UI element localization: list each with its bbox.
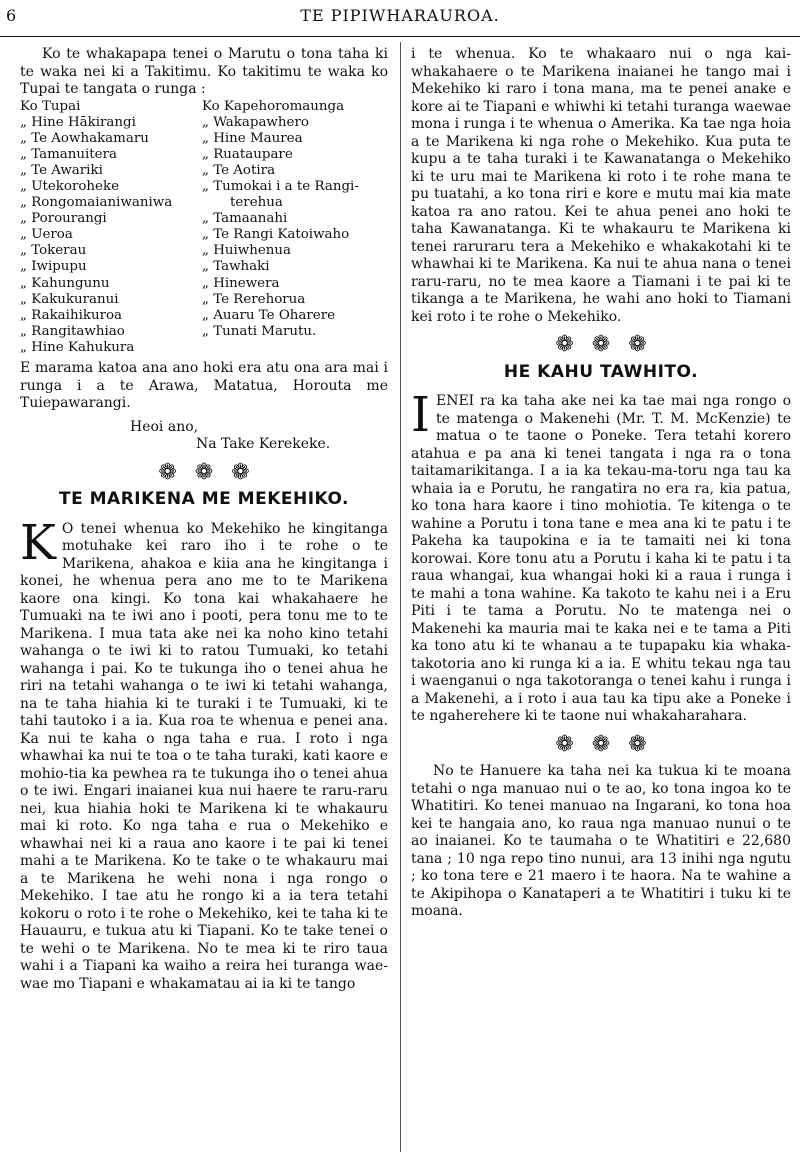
list-item: „ Utekoroheke	[20, 178, 120, 194]
signoff-greeting: Heoi ano,	[130, 418, 199, 435]
list-item: „ Hinewera	[202, 275, 280, 291]
genealogy-closing: E marama katoa ana ano hoki era atu ona ara mai i runga i a te Arawa, Matatua, Horouta me Tuiepawarangi.	[20, 360, 388, 411]
article-title: TE MARIKENA ME MEKEHIKO.	[59, 489, 349, 509]
list-item: „ Kakukuranui	[20, 291, 119, 307]
flower-icon: ❁	[231, 459, 250, 485]
spacer	[20, 509, 388, 521]
page-header	[0, 0, 800, 40]
genealogy-lists	[20, 99, 388, 357]
article-body	[411, 387, 791, 726]
list-item: „ Te Rerehorua	[202, 291, 306, 307]
drop-cap: K	[20, 514, 56, 571]
list-item: „ Wakapawhero	[202, 114, 309, 130]
column-divider	[400, 42, 401, 1152]
list-item: „ Porourangi	[20, 211, 107, 227]
list-item: „ Hine Kahukura	[20, 339, 135, 355]
list-item: „ Rangitawhiao	[20, 323, 125, 339]
flower-icon: ❁	[591, 332, 611, 357]
list-item: „ Kahungunu	[20, 275, 110, 291]
list-item: „ Ueroa	[20, 227, 73, 243]
list-item: terehua	[230, 195, 283, 211]
list-item: „ Tumokai i a te Rangi-	[202, 178, 359, 194]
genealogy-intro: Ko te whakapapa tenei o Marutu o tona taha ki te waka nei ki a Takitimu. Ko takitimu te waka ko Tupai te tangata o runga :	[20, 46, 388, 97]
right-column	[411, 46, 791, 921]
article-text: O tenei whenua ko Mekehiko he kingitanga motuhake kei raro iho i te rohe o te Marikena, ahakoa e kiia ana he kingitanga i konei, he whenua pera ano me to te Marikena kaore ona kingi. Ko tona kai whakahaere he Tumuaki na te iwi ano i pooti, pera tonu me to te Marikena. I mua tata ake nei ka noho kino tetahi wahanga o te iwi ki to ratou Tumuaki, ko tetahi wahanga i pai. Ko te tukunga iho o tenei ahua he riri na tetahi wahanga o te iwi ki tetahi wahanga, na te taha hiahia ki te turaki i te Tumuaki, ki te tahi tautoko i a ia. Kua roa te whenua e penei ana. Ka nui te kaha o nga taha e rua. I roto i nga whawhai ka nui te toa o te taha turaki, kati kaore e mohio-tia ka pewhea ra te tukunga iho o tenei ahua o te iwi. Engari inaianei kua nui haere te raru-raru nei, kua hiahia hoki te Marikena ki te whakauru mai ki roto. Ko nga taha e rua o Mekehiko e whawhai nei ki a raua ano kaore i te pai ki tenei mahi a te Marikena. Ko te take o te whakauru mai a te Marikena he wehi nona i nga rongo o Mekehiko. I tae atu he rongo ki a ia tera tetahi kokoru o roto i te rohe o Mekehiko, kei te taha ki te Hauauru, e tukua atu ki Tiapani. Ko te take tenei o te wehi o te Marikena. No te mea ki te riro taua wahi i a Tiapani ka waiho a reira hei turanga wae-wae mo Tiapani e whakamatau ai ia ki te tango	[20, 520, 388, 992]
list-item: „ Rakaihikuroa	[20, 307, 123, 323]
flower-icon: ❁	[194, 459, 214, 485]
list-item: „ Hine Hākirangi	[20, 114, 136, 130]
drop-cap: I	[411, 387, 430, 443]
list-item: „ Huiwhenua	[202, 243, 292, 259]
list-item: „ Tunati Marutu.	[202, 323, 317, 339]
flower-icon: ❁	[158, 459, 177, 485]
list-item: „ Hine Maurea	[202, 130, 303, 146]
list-item: „ Ruataupare	[202, 146, 293, 162]
list-item: „ Tawhaki	[202, 259, 270, 275]
flower-icon: ❁	[555, 332, 574, 357]
flower-icon: ❁	[591, 731, 611, 757]
list-item: „ Te Rangi Katoiwaho	[202, 227, 350, 243]
article-text: ENEI ra ka taha ake nei ka tae mai nga rongo o te matenga o Makenehi (Mr. T. M. McKenzie) te matua o te taone o Poneke. Tera tetahi korero atahua e pa ana ki tenei tangata i nga ra o tona taitamarikitanga. I a ia ka tekau-ma-toru nga tau ka whaia ia e Porutu, he rangatira no era ra, kia patua, ko tona hara kaore i tino mohiotia. Te kitenga o te wahine a Porutu i tona tane e mea ana ki te patu i te Pakeha ka taupokina e ia te tamaiti nei ki tona korowai. Kore tonu atu a Porutu i kaha ki te patu i ta raua whangai, kua whangai hoki ki a raua i runga i te mahi a tona wahine. Ka takoto te kahu nei i a Eru Piti i te tama a Porutu. No te matenga nei o Makenehi ka mauria mai te kaka nei e te tama a Piti ka tono atu ki te whanau a te tupapaku kia whaka-takotoria ano ki runga ki a ia. E whitu tekau nga tau i waenganui o nga takotoranga o tenei kahu i runga i a Makenehi, a i roto i aua tau ka tipu ake a Poneke i te ngaherehere ki te taone nui whakaharahara.	[411, 393, 791, 724]
list-item: „ Iwipupu	[20, 259, 87, 275]
left-column	[20, 46, 388, 993]
list-item: „ Tamanuitera	[20, 146, 117, 162]
page-number: 6	[6, 6, 17, 25]
signoff-author: Na Take Kerekeke.	[196, 436, 331, 452]
ornament-divider	[20, 459, 388, 485]
news-paragraph: No te Hanuere ka taha nei ka tukua ki te moana tetahi o nga manuao nui o te ao, ko tona ingoa ko te Whatitiri. Ko tenei manuao na Ingarani, ko tona hoa kei te hangaia ano, ko raua nga manuao nunui o te ao inaianei. Ko te taumaha o te Whatitiri e 22,680 tana ; 10 nga repo tino nunui, ara 13 inihi nga ngutu ; ko tona tere e 21 maero i te haora. Na te wahine a te Akipihopa o Kanataperi a te Whatitiri i tuku ki te moana.	[411, 763, 791, 919]
article-body	[20, 514, 388, 994]
spacer	[411, 381, 791, 393]
list-item: Ko Kapehoromaunga	[202, 98, 345, 114]
genealogy-right-list	[202, 99, 388, 357]
genealogy-left-list	[20, 99, 202, 357]
list-item: „ Tokerau	[20, 243, 87, 259]
list-item: „ Tamaanahi	[202, 211, 288, 227]
running-title: TE PIPIWHARAUROA.	[300, 6, 500, 25]
ornament-divider	[411, 731, 791, 757]
list-item: „ Rongomaianiwaniwa	[20, 195, 173, 211]
article-body-continued: i te whenua. Ko te whakaaro nui o nga kai-whakahaere o te Marikena inaianei he tango mai i Mekehiko ki raro i tona mana, ma te penei anake e kore ai te Tiapani e whiwhi ki tetahi turanga waewae mona i runga i te whenua o Amerika. Ka tae nga hoia a te Marikena ki nga rohe o Mekehiko. Kua puta te kupu a te taha turaki i te Kawanatanga o Mekehiko ki te uru mai te Marikena ki roto i te rohe mana te pu tuatahi, a ko tona riri e kore e mutu mai kia mate katoa ra ano ratou. Kei te ahua penei ano hoki te taha Kawanatanga. Ki te whakauru te Marikena ki tenei raruraru tera a Mekehiko e whakakotahi ki te whawhai ki te Marikena. Ka nui te ahua nana o tenei raru-raru, no te mea kaore a Tiamani i te pai ki te tikanga a te Marikena, he wahi ano hoki to Tiamani kei roto i te rohe o Mekehiko.	[411, 46, 791, 325]
flower-icon: ❁	[555, 731, 574, 757]
flower-icon: ❁	[628, 332, 647, 357]
flower-icon: ❁	[628, 731, 647, 757]
list-item: „ Auaru Te Oharere	[202, 307, 336, 323]
header-rule	[0, 36, 800, 37]
list-item: „ Te Aotira	[202, 162, 276, 178]
list-item: „ Te Awariki	[20, 162, 103, 178]
article-title: HE KAHU TAWHITO.	[503, 361, 699, 382]
list-item: „ Te Aowhakamaru	[20, 130, 149, 146]
list-item: Ko Tupai	[20, 98, 81, 114]
ornament-divider	[411, 332, 791, 357]
